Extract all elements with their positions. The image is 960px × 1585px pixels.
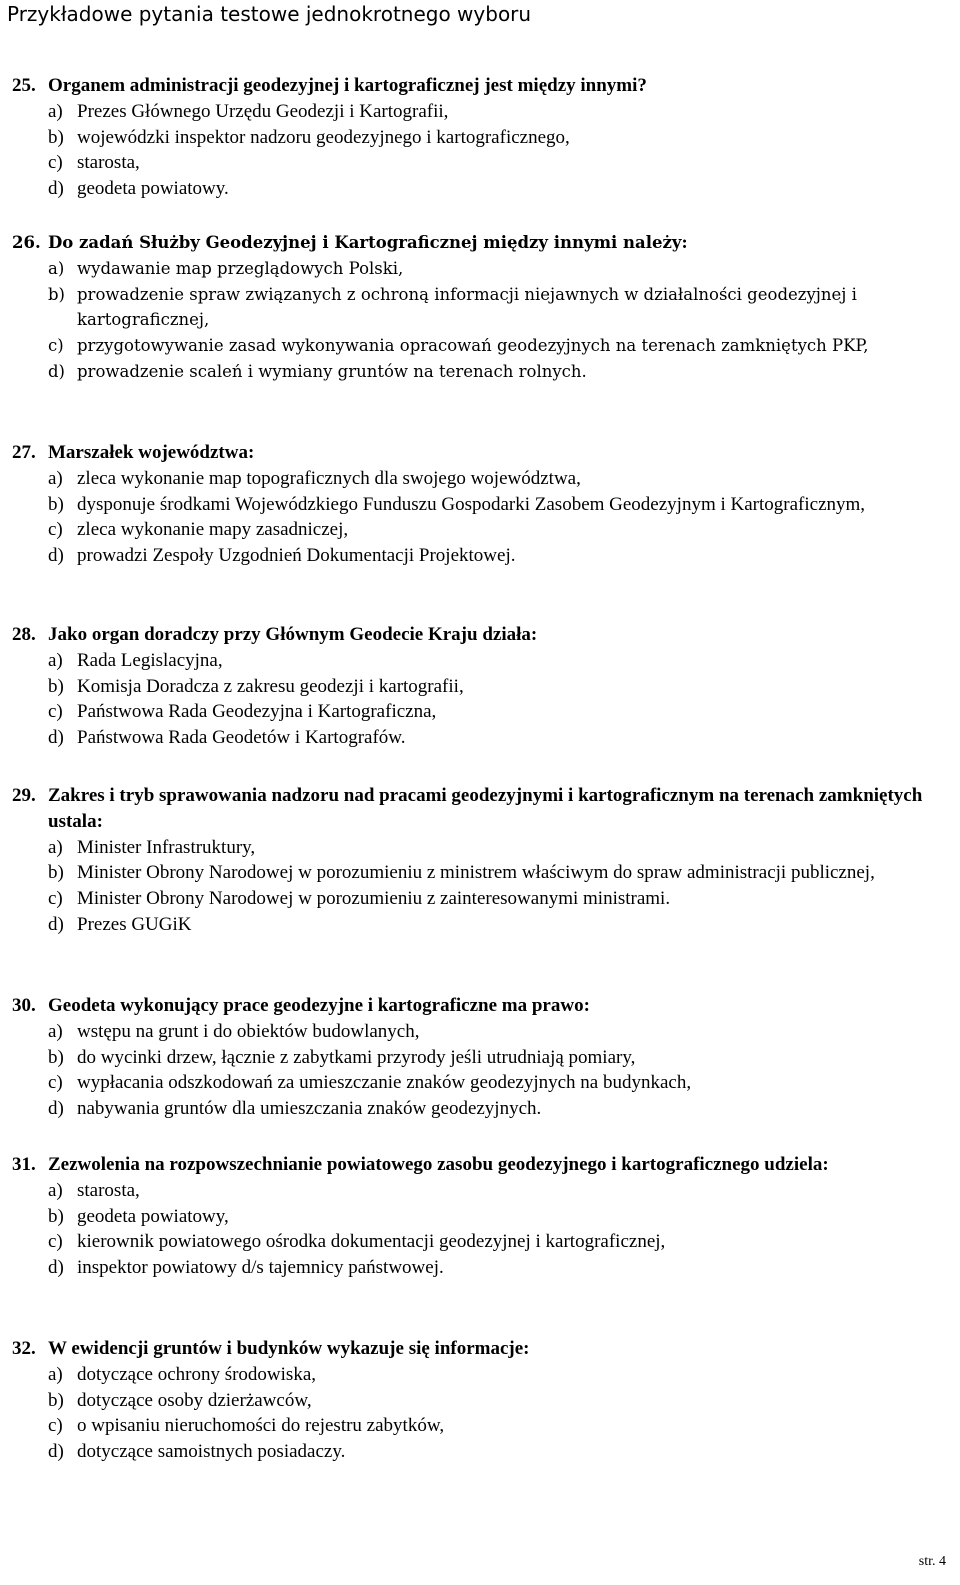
option-letter: a) (48, 467, 63, 489)
option-text: nabywania gruntów dla umieszczania znaków geodezyjnych. (77, 1098, 542, 1120)
option-b (48, 674, 952, 700)
question-number: 30. (12, 995, 36, 1016)
option-text: starosta, (77, 152, 140, 174)
question-number: 28. (12, 624, 36, 645)
option-text: wstępu na grunt i do obiektów budowlanych, (77, 1020, 420, 1042)
option-letter: c) (48, 1231, 63, 1253)
option-letter: a) (48, 1179, 63, 1201)
option-text: Prezes Głównego Urzędu Geodezji i Kartografii, (77, 100, 449, 122)
option-letter: d) (48, 1257, 64, 1279)
option-letter: a) (48, 100, 63, 122)
question-number: 27. (12, 442, 36, 463)
question-text: Jako organ doradczy przy Głównym Geodecie Kraju działa: (48, 624, 538, 645)
question-27 (12, 440, 952, 569)
option-c (48, 699, 952, 725)
option-text: starosta, (77, 1179, 140, 1201)
option-letter: c) (48, 888, 63, 910)
option-c (48, 150, 952, 176)
question-32 (12, 1336, 952, 1465)
option-letter: d) (48, 178, 64, 200)
question-text: W ewidencji gruntów i budynków wykazuje się informacje: (48, 1338, 530, 1359)
option-d (48, 912, 952, 938)
option-c (48, 333, 952, 359)
option-text: geodeta powiatowy. (77, 178, 229, 200)
option-text: prowadzenie spraw związanych z ochroną informacji niejawnych w działalności geodezyjnej i kartograficznej, (77, 284, 857, 330)
option-letter: d) (48, 913, 64, 935)
option-d (48, 1439, 952, 1465)
question-heading (12, 783, 952, 835)
question-heading (12, 73, 952, 99)
option-text: prowadzi Zespoły Uzgodnień Dokumentacji Projektowej. (77, 545, 516, 567)
option-letter: c) (48, 519, 63, 541)
option-a (48, 835, 952, 861)
option-letter: b) (48, 493, 64, 515)
question-number: 25. (12, 75, 36, 96)
option-d (48, 1255, 952, 1281)
option-letter: c) (48, 1415, 63, 1437)
question-heading (12, 1336, 952, 1362)
question-number: 26. (12, 233, 41, 252)
question-heading (12, 230, 952, 256)
option-b (48, 492, 952, 518)
option-text: Komisja Doradcza z zakresu geodezji i kartografii, (77, 675, 464, 697)
option-letter: b) (48, 675, 64, 697)
question-31 (12, 1152, 952, 1281)
question-text: Organem administracji geodezyjnej i kartograficznej jest między innymi? (48, 75, 647, 96)
option-text: inspektor powiatowy d/s tajemnicy państwowej. (77, 1257, 444, 1279)
question-text: Do zadań Służby Geodezyjnej i Kartograficznej między innymi należy: (48, 233, 688, 252)
option-text: geodeta powiatowy, (77, 1205, 229, 1227)
option-letter: b) (48, 1205, 64, 1227)
option-letter: b) (48, 284, 65, 304)
option-letter: d) (48, 361, 65, 381)
option-letter: a) (48, 836, 63, 858)
option-a (48, 466, 952, 492)
option-text: dysponuje środkami Wojewódzkiego Funduszu Gospodarki Zasobem Geodezyjnym i Kartograficznym, (77, 493, 866, 515)
question-26 (12, 230, 952, 385)
option-a (48, 256, 952, 282)
question-30 (12, 993, 952, 1122)
question-28 (12, 622, 952, 751)
question-number: 31. (12, 1154, 36, 1175)
option-letter: a) (48, 258, 65, 278)
option-b (48, 1388, 952, 1414)
option-text: Rada Legislacyjna, (77, 649, 223, 671)
option-letter: c) (48, 152, 63, 174)
option-b (48, 282, 952, 334)
option-text: Państwowa Rada Geodetów i Kartografów. (77, 727, 406, 749)
option-c (48, 1229, 952, 1255)
option-d (48, 725, 952, 751)
option-b (48, 1204, 952, 1230)
option-letter: b) (48, 862, 64, 884)
option-letter: a) (48, 1020, 63, 1042)
question-heading (12, 1152, 952, 1178)
option-letter: d) (48, 1098, 64, 1120)
option-letter: a) (48, 1363, 63, 1385)
option-c (48, 1413, 952, 1439)
option-d (48, 176, 952, 202)
option-a (48, 99, 952, 125)
option-text: kierownik powiatowego ośrodka dokumentacji geodezyjnej i kartograficznej, (77, 1231, 666, 1253)
option-d (48, 543, 952, 569)
page-number: str. 4 (918, 1554, 946, 1569)
option-text: dotyczące osoby dzierżawców, (77, 1389, 312, 1411)
option-text: Państwowa Rada Geodezyjna i Kartograficzna, (77, 701, 437, 723)
question-heading (12, 622, 952, 648)
question-29 (12, 783, 952, 938)
question-text: Zakres i tryb sprawowania nadzoru nad pracami geodezyjnymi i kartograficznym na terenach zamkniętych ustala: (48, 785, 923, 832)
option-text: o wpisaniu nieruchomości do rejestru zabytków, (77, 1415, 445, 1437)
option-letter: d) (48, 545, 64, 567)
option-text: wydawanie map przeglądowych Polski, (77, 258, 404, 278)
option-letter: b) (48, 126, 64, 148)
option-d (48, 1096, 952, 1122)
question-25 (12, 73, 952, 202)
option-a (48, 1178, 952, 1204)
option-a (48, 648, 952, 674)
option-c (48, 1070, 952, 1096)
option-a (48, 1019, 952, 1045)
option-text: do wycinki drzew, łącznie z zabytkami przyrody jeśli utrudniają pomiary, (77, 1046, 636, 1068)
question-heading (12, 440, 952, 466)
option-text: Minister Obrony Narodowej w porozumieniu z zainteresowanymi ministrami. (77, 888, 671, 910)
option-c (48, 886, 952, 912)
option-text: Minister Infrastruktury, (77, 836, 256, 858)
question-text: Zezwolenia na rozpowszechnianie powiatowego zasobu geodezyjnego i kartograficznego udziela: (48, 1154, 829, 1175)
question-text: Marszałek województwa: (48, 442, 255, 463)
option-text: wojewódzki inspektor nadzoru geodezyjnego i kartograficznego, (77, 126, 570, 148)
option-c (48, 517, 952, 543)
option-letter: c) (48, 336, 64, 356)
page-header-title: Przykładowe pytania testowe jednokrotnego wyboru (7, 2, 532, 26)
option-d (48, 359, 952, 385)
option-text: prowadzenie scaleń i wymiany gruntów na terenach rolnych. (77, 361, 587, 381)
option-b (48, 860, 952, 886)
question-text: Geodeta wykonujący prace geodezyjne i kartograficzne ma prawo: (48, 995, 590, 1016)
option-letter: a) (48, 649, 63, 671)
option-a (48, 1362, 952, 1388)
option-text: zleca wykonanie map topograficznych dla swojego województwa, (77, 467, 581, 489)
option-text: dotyczące samoistnych posiadaczy. (77, 1441, 346, 1463)
option-text: Prezes GUGiK (77, 913, 192, 935)
option-letter: c) (48, 701, 63, 723)
option-letter: c) (48, 1072, 63, 1094)
option-letter: d) (48, 727, 64, 749)
option-letter: d) (48, 1441, 64, 1463)
option-text: Minister Obrony Narodowej w porozumieniu z ministrem właściwym do spraw administracji publicznej, (77, 862, 875, 884)
option-letter: b) (48, 1046, 64, 1068)
option-b (48, 125, 952, 151)
option-text: wypłacania odszkodowań za umieszczanie znaków geodezyjnych na budynkach, (77, 1072, 692, 1094)
option-text: zleca wykonanie mapy zasadniczej, (77, 519, 349, 541)
question-number: 29. (12, 785, 36, 806)
question-number: 32. (12, 1338, 36, 1359)
option-letter: b) (48, 1389, 64, 1411)
option-text: przygotowywanie zasad wykonywania opracowań geodezyjnych na terenach zamkniętych PKP, (77, 336, 869, 356)
option-b (48, 1045, 952, 1071)
question-heading (12, 993, 952, 1019)
option-text: dotyczące ochrony środowiska, (77, 1363, 317, 1385)
